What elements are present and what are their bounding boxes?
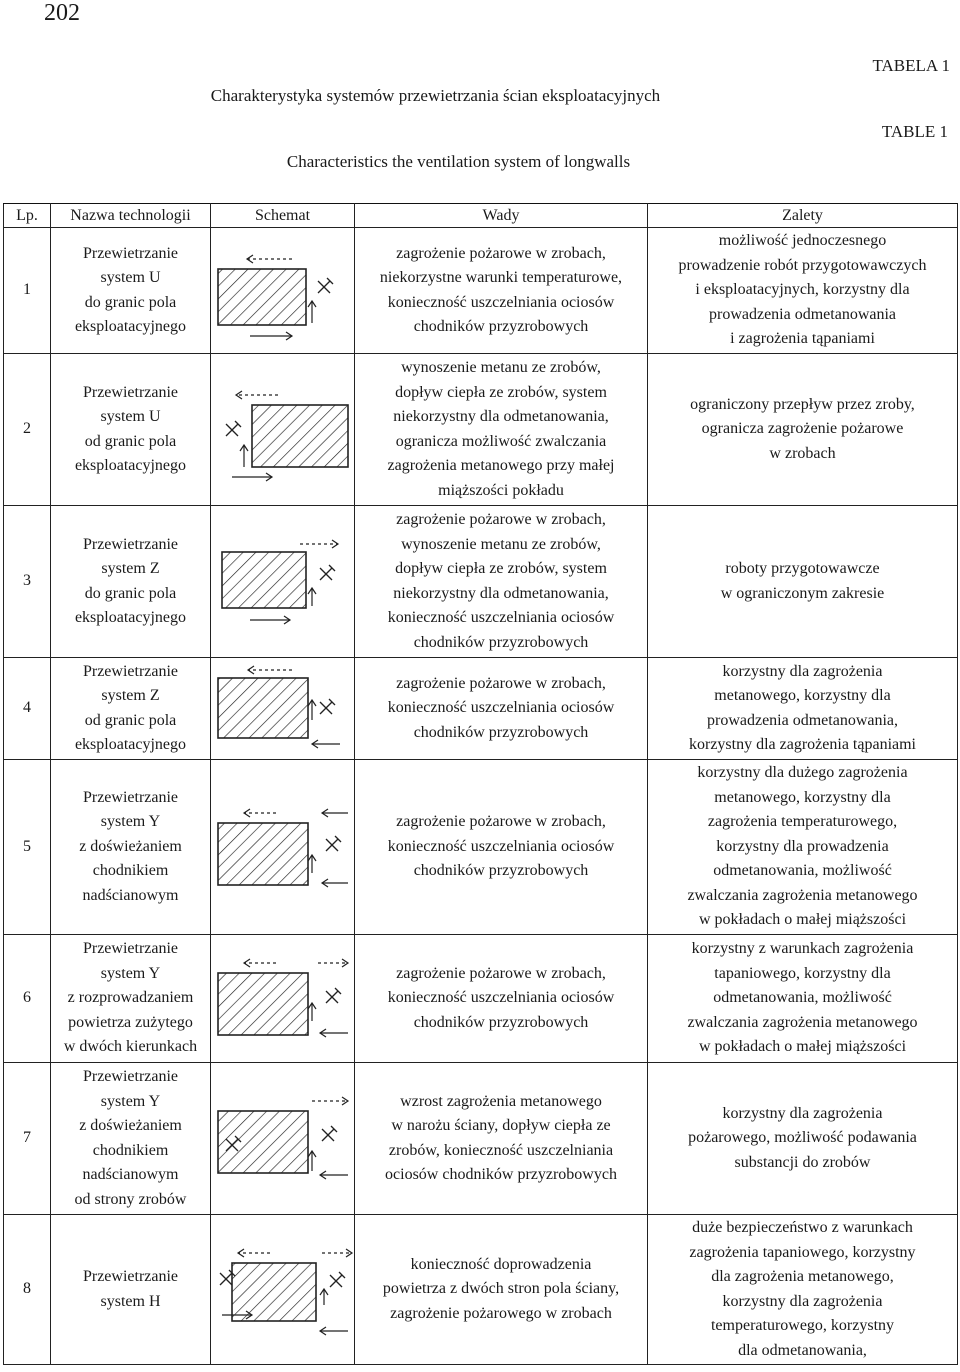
goaf-hatched-area bbox=[218, 678, 308, 738]
advantages: roboty przygotowawcze w ograniczonym zakresie bbox=[648, 506, 958, 658]
return-air-arrow bbox=[322, 1249, 352, 1257]
longwall-face-symbol bbox=[320, 565, 335, 580]
disadvantages: zagrożenie pożarowe w zrobach, wynoszenie metanu ze zrobów, dopływ ciepła ze zrobów, system niekorzystny dla odmetanowania, konieczność uszczelniania ociosów chodników przyzrobowych bbox=[355, 506, 648, 658]
table-header-row bbox=[4, 204, 958, 228]
table-row bbox=[4, 658, 958, 760]
return-air-arrow bbox=[244, 809, 276, 817]
return-air-arrow bbox=[248, 666, 292, 674]
schema-z-do bbox=[212, 532, 354, 632]
advantages: duże bezpieczeństwo z warunkach zagrożenia tapaniowego, korzystny dla zagrożenia metanowego, korzystny dla zagrożenia temperaturowego, korzystny dla odmetanowania, bbox=[648, 1215, 958, 1365]
schema-diagram bbox=[211, 1215, 355, 1365]
schema-diagram bbox=[211, 760, 355, 935]
goaf-hatched-area bbox=[222, 552, 306, 608]
goaf-hatched-area bbox=[218, 1111, 308, 1173]
schema-diagram bbox=[211, 935, 355, 1063]
row-number: 2 bbox=[4, 354, 51, 506]
table-row bbox=[4, 1215, 958, 1365]
face-air-arrow bbox=[320, 1289, 328, 1305]
return-air-arrow bbox=[247, 255, 292, 263]
table-row bbox=[4, 935, 958, 1063]
technology-name: Przewietrzanie system Y z doświeżaniem chodnikiem nadścianowym od strony zrobów bbox=[51, 1063, 211, 1215]
table-row bbox=[4, 506, 958, 658]
disadvantages: zagrożenie pożarowe w zrobach, konieczność uszczelniania ociosów chodników przyzrobowych bbox=[355, 760, 648, 935]
schema-h bbox=[212, 1235, 354, 1345]
goaf-hatched-area bbox=[232, 1263, 316, 1321]
disadvantages: wynoszenie metanu ze zrobów, dopływ ciepła ze zrobów, system niekorzystny dla odmetanowania, ogranicza możliwość zwalczania zagrożenia metanowego przy małej miąższości pokładu bbox=[355, 354, 648, 506]
disadvantages: zagrożenie pożarowe w zrobach, konieczność uszczelniania ociosów chodników przyzrobowych bbox=[355, 658, 648, 760]
advantages: korzystny dla zagrożenia pożarowego, możliwość podawania substancji do zrobów bbox=[648, 1063, 958, 1215]
header-zalety: Zalety bbox=[648, 204, 958, 228]
technology-name: Przewietrzanie system Z do granic pola eksploatacyjnego bbox=[51, 506, 211, 658]
table-row bbox=[4, 1063, 958, 1215]
table-title-en bbox=[0, 152, 960, 172]
return-air-arrow bbox=[238, 1249, 270, 1257]
page-number: 202 bbox=[44, 0, 80, 26]
intake-air-arrow bbox=[320, 1171, 348, 1179]
advantages: możliwość jednoczesnego prowadzenie robót przygotowawczych i eksploatacyjnych, korzystny dla prowadzenia odmetanowania i zagrożenia tąpaniami bbox=[648, 228, 958, 354]
advantages: korzystny z warunkach zagrożenia tapaniowego, korzystny dla odmetanowania, możliwość zwalczania zagrożenia metanowego w pokładach o małej miąższości bbox=[648, 935, 958, 1063]
technology-name: Przewietrzanie system H bbox=[51, 1215, 211, 1365]
technology-name: Przewietrzanie system Y z doświeżaniem chodnikiem nadścianowym bbox=[51, 760, 211, 935]
row-number: 8 bbox=[4, 1215, 51, 1365]
intake-air-arrow bbox=[250, 332, 292, 340]
face-air-arrow bbox=[240, 445, 248, 467]
return-air-arrow bbox=[318, 959, 348, 967]
schema-z-od bbox=[212, 660, 354, 758]
technology-name: Przewietrzanie system U od granic pola eksploatacyjnego bbox=[51, 354, 211, 506]
advantages: korzystny dla dużego zagrożenia metanowego, korzystny dla zagrożenia temperaturowego, korzystny dla prowadzenia odmetanowania, możliwość zwalczania zagrożenia metanowego w pokładach o małej miąższości bbox=[648, 760, 958, 935]
longwall-face-symbol bbox=[322, 1126, 337, 1141]
face-air-arrow bbox=[308, 700, 316, 720]
schema-diagram bbox=[211, 228, 355, 354]
ventilation-systems-table bbox=[3, 203, 958, 1365]
face-air-arrow bbox=[308, 1151, 316, 1171]
schema-y2 bbox=[212, 949, 354, 1049]
schema-y3 bbox=[212, 1089, 354, 1189]
return-air-arrow bbox=[236, 391, 278, 399]
return-air-arrow bbox=[300, 540, 338, 548]
row-number: 4 bbox=[4, 658, 51, 760]
goaf-hatched-area bbox=[218, 823, 308, 885]
face-air-arrow bbox=[308, 588, 316, 606]
intake-air-arrow bbox=[322, 879, 348, 887]
table-title-pl bbox=[0, 86, 960, 106]
header-wady: Wady bbox=[355, 204, 648, 228]
longwall-face-symbol bbox=[326, 988, 341, 1003]
schema-u-do bbox=[212, 241, 354, 341]
face-air-arrow bbox=[308, 1003, 316, 1021]
intake-air-arrow bbox=[232, 473, 272, 481]
intake-air-arrow bbox=[322, 809, 348, 817]
table-title-en-text: Characteristics the ventilation system of longwalls bbox=[286, 152, 631, 171]
header-name: Nazwa technologii bbox=[51, 204, 211, 228]
table-row bbox=[4, 228, 958, 354]
intake-air-arrow bbox=[250, 616, 290, 624]
schema-diagram bbox=[211, 354, 355, 506]
table-row bbox=[4, 760, 958, 935]
schema-diagram bbox=[211, 1063, 355, 1215]
header-schema: Schemat bbox=[211, 204, 355, 228]
intake-air-arrow bbox=[320, 1029, 348, 1037]
longwall-face-symbol bbox=[326, 836, 341, 851]
longwall-face-symbol bbox=[226, 421, 241, 436]
longwall-face-symbol bbox=[318, 278, 333, 293]
schema-y1 bbox=[212, 797, 354, 897]
advantages: ograniczony przepływ przez zroby, ogranicza zagrożenie pożarowe w zrobach bbox=[648, 354, 958, 506]
technology-name: Przewietrzanie system Y z rozprowadzaniem powietrza zużytego w dwóch kierunkach bbox=[51, 935, 211, 1063]
return-air-arrow bbox=[312, 1097, 348, 1105]
longwall-face-symbol bbox=[320, 699, 335, 714]
row-number: 5 bbox=[4, 760, 51, 935]
schema-diagram bbox=[211, 658, 355, 760]
intake-air-arrow bbox=[312, 740, 340, 748]
technology-name: Przewietrzanie system U do granic pola eksploatacyjnego bbox=[51, 228, 211, 354]
row-number: 1 bbox=[4, 228, 51, 354]
face-air-arrow bbox=[308, 855, 316, 873]
table-row bbox=[4, 354, 958, 506]
row-number: 3 bbox=[4, 506, 51, 658]
table-label-pl: TABELA 1 bbox=[872, 56, 950, 75]
header-lp: Lp. bbox=[4, 204, 51, 228]
row-number: 7 bbox=[4, 1063, 51, 1215]
return-air-arrow bbox=[244, 959, 276, 967]
goaf-hatched-area bbox=[218, 973, 308, 1035]
disadvantages: zagrożenie pożarowe w zrobach, niekorzystne warunki temperaturowe, konieczność uszczelniania ociosów chodników przyzrobowych bbox=[355, 228, 648, 354]
disadvantages: zagrożenie pożarowe w zrobach, konieczność uszczelniania ociosów chodników przyzrobowych bbox=[355, 935, 648, 1063]
disadvantages: konieczność doprowadzenia powietrza z dwóch stron pola ściany, zagrożenie pożarowego w zrobach bbox=[355, 1215, 648, 1365]
table-label-en: TABLE 1 bbox=[881, 122, 948, 141]
technology-name: Przewietrzanie system Z od granic pola eksploatacyjnego bbox=[51, 658, 211, 760]
face-air-arrow bbox=[308, 301, 316, 323]
longwall-face-symbol bbox=[330, 1272, 345, 1287]
goaf-hatched-area bbox=[252, 405, 348, 467]
schema-u-od bbox=[212, 375, 354, 485]
intake-air-arrow bbox=[320, 1327, 348, 1335]
advantages: korzystny dla zagrożenia metanowego, korzystny dla prowadzenia odmetanowania, korzystny dla zagrożenia tąpaniami bbox=[648, 658, 958, 760]
disadvantages: wzrost zagrożenia metanowego w narożu ściany, dopływ ciepła ze zrobów, konieczność uszczelniania ociosów chodników przyzrobowych bbox=[355, 1063, 648, 1215]
schema-diagram bbox=[211, 506, 355, 658]
table-title-pl-text: Charakterystyka systemów przewietrzania ścian eksploatacyjnych bbox=[210, 86, 661, 105]
row-number: 6 bbox=[4, 935, 51, 1063]
goaf-hatched-area bbox=[218, 269, 306, 325]
